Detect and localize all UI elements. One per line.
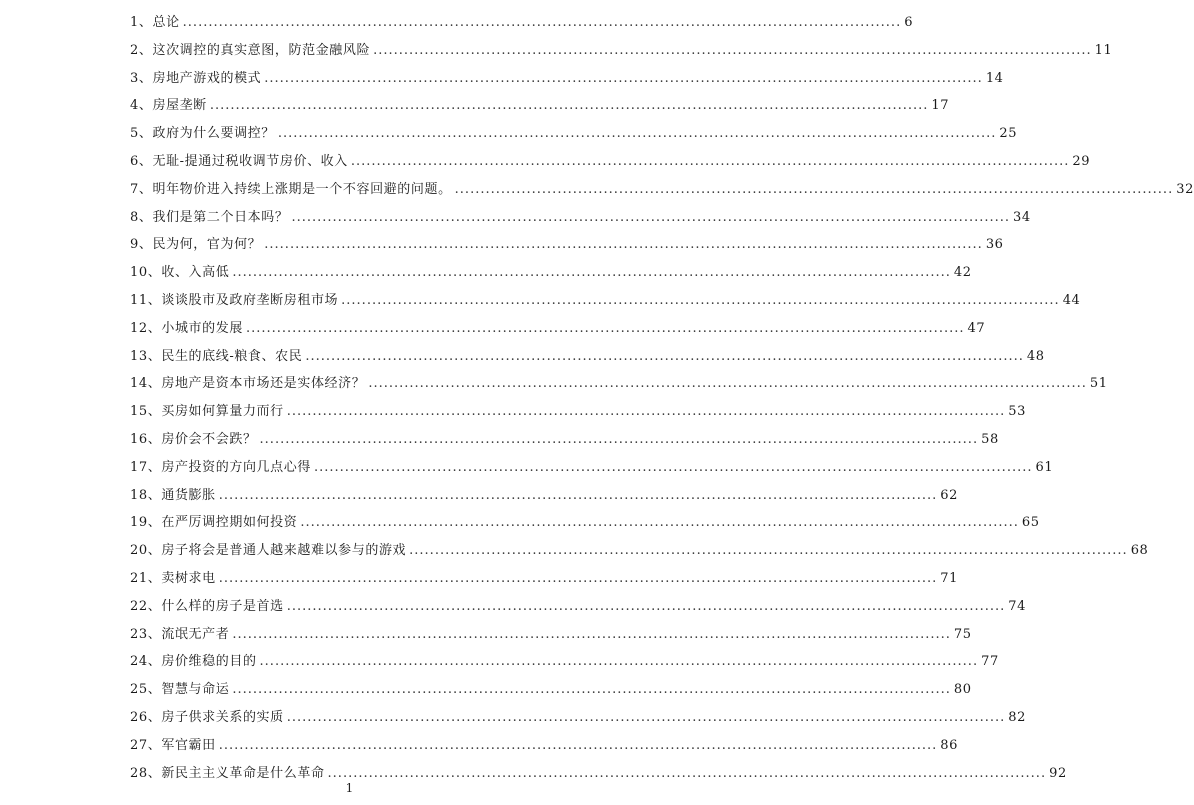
toc-entry-page: 44 xyxy=(1062,292,1081,308)
toc-entry-page: 47 xyxy=(967,320,986,336)
toc-entry-page: 51 xyxy=(1089,376,1108,392)
toc-entry-title: 8、我们是第二个日本吗？ xyxy=(130,209,289,225)
dot-leader: ............................................................................................................................................ xyxy=(286,404,1006,420)
toc-entry-page: 77 xyxy=(981,654,999,670)
toc-entry[interactable] xyxy=(130,343,1045,371)
toc-entry[interactable] xyxy=(130,509,1040,537)
toc-entry-page: 62 xyxy=(940,487,959,503)
toc-entry-page: 80 xyxy=(953,682,972,698)
page-number: 1 xyxy=(345,781,354,795)
toc-entry-page: 11 xyxy=(1094,42,1113,58)
toc-entry-title: 25、智慧与命运 xyxy=(130,682,230,698)
dot-leader: ............................................................................................................................................ xyxy=(313,459,1033,475)
dot-leader: ............................................................................................................................................ xyxy=(277,126,997,142)
toc-entry[interactable] xyxy=(130,65,1004,93)
toc-entry-title: 4、房屋垄断 xyxy=(130,98,207,114)
toc-entry-title: 21、卖树求电 xyxy=(130,570,216,586)
toc-entry-title: 10、收、入高低 xyxy=(130,265,230,281)
toc-entry-title: 14、房地产是资本市场还是实体经济？ xyxy=(130,376,366,392)
toc-entry-title: 3、房地产游戏的模式 xyxy=(130,70,262,86)
toc-entry-page: 6 xyxy=(904,15,914,30)
toc-entry[interactable] xyxy=(130,398,1027,426)
dot-leader: ............................................................................................................................................ xyxy=(218,487,938,503)
toc-entry-title: 13、民生的底线-粮食、农民 xyxy=(130,348,303,364)
toc-entry[interactable] xyxy=(130,454,1054,482)
toc-entry[interactable] xyxy=(130,231,1004,259)
dot-leader: ............................................................................................................................................ xyxy=(182,15,902,30)
toc-entry[interactable] xyxy=(130,148,1091,176)
toc-entry[interactable] xyxy=(130,537,1149,565)
toc-entry-page: 68 xyxy=(1130,543,1149,559)
toc-entry[interactable] xyxy=(130,593,1027,621)
toc-entry-title: 18、通货膨胀 xyxy=(130,487,216,503)
toc-entry-page: 86 xyxy=(940,737,959,753)
toc-entry-title: 11、谈谈股市及政府垄断房租市场 xyxy=(130,292,339,308)
toc-entry-page: 74 xyxy=(1008,598,1027,614)
dot-leader: ............................................................................................................................................ xyxy=(218,570,938,586)
toc-entry-title: 22、什么样的房子是首选 xyxy=(130,598,284,614)
toc-entry[interactable] xyxy=(130,648,999,676)
dot-leader: ............................................................................................................................................ xyxy=(327,765,1047,781)
dot-leader: ............................................................................................................................................ xyxy=(259,431,979,447)
toc-entry-page: 65 xyxy=(1021,515,1040,531)
toc-entry-page: 82 xyxy=(1008,709,1027,725)
toc-entry[interactable] xyxy=(130,565,959,593)
toc-entry-page: 71 xyxy=(940,570,959,586)
dot-leader: ............................................................................................................................................ xyxy=(264,70,983,86)
toc-entry-title: 2、这次调控的真实意图，防范金融风险 xyxy=(130,42,371,58)
toc-entry[interactable] xyxy=(130,732,959,760)
toc-entry-page: 29 xyxy=(1072,153,1091,169)
toc-entry-title: 26、房子供求关系的实质 xyxy=(130,709,284,725)
toc-entry-page: 17 xyxy=(931,98,950,114)
toc-entry-page: 53 xyxy=(1008,404,1027,420)
toc-entry[interactable] xyxy=(130,287,1081,315)
dot-leader: ............................................................................................................................................ xyxy=(286,598,1006,614)
dot-leader: ............................................................................................................................................ xyxy=(454,181,1174,197)
toc-entry-page: 25 xyxy=(999,126,1018,142)
toc-entry-page: 32 xyxy=(1176,181,1194,197)
toc-entry-title: 19、在严厉调控期如何投资 xyxy=(130,515,298,531)
dot-leader: ............................................................................................................................................ xyxy=(286,709,1006,725)
toc-entry-title: 5、政府为什么要调控？ xyxy=(130,126,275,142)
toc-entry-title: 7、明年物价进入持续上涨期是一个不容回避的问题。 xyxy=(130,181,452,197)
dot-leader: ............................................................................................................................................ xyxy=(409,543,1128,559)
toc-entry[interactable] xyxy=(130,704,1027,732)
toc-entry-title: 6、无耻-提通过税收调节房价、收入 xyxy=(130,153,348,169)
toc-entry[interactable] xyxy=(130,9,914,37)
toc-entry-page: 34 xyxy=(1013,209,1031,225)
dot-leader: ............................................................................................................................................ xyxy=(232,682,951,698)
toc-entry-title: 23、流氓无产者 xyxy=(130,626,230,642)
dot-leader: ............................................................................................................................................ xyxy=(232,626,951,642)
table-of-contents xyxy=(130,9,1194,787)
toc-entry-page: 42 xyxy=(953,265,972,281)
toc-entry-title: 15、买房如何算量力而行 xyxy=(130,404,284,420)
dot-leader: ............................................................................................................................................ xyxy=(368,376,1087,392)
toc-entry-page: 61 xyxy=(1035,459,1054,475)
dot-leader: ............................................................................................................................................ xyxy=(341,292,1060,308)
toc-entry[interactable] xyxy=(130,426,999,454)
toc-entry[interactable] xyxy=(130,259,972,287)
toc-entry-title: 1、总论 xyxy=(130,15,180,30)
toc-entry-title: 17、房产投资的方向几点心得 xyxy=(130,459,311,475)
dot-leader: ............................................................................................................................................ xyxy=(218,737,938,753)
toc-entry-title: 28、新民主主义革命是什么革命 xyxy=(130,765,325,781)
toc-entry-page: 58 xyxy=(981,431,999,447)
toc-entry[interactable] xyxy=(130,621,972,649)
dot-leader: ............................................................................................................................................ xyxy=(232,265,951,281)
dot-leader: ............................................................................................................................................ xyxy=(305,348,1024,364)
toc-entry-page: 48 xyxy=(1026,348,1045,364)
toc-entry-page: 36 xyxy=(985,237,1004,253)
dot-leader: ............................................................................................................................................ xyxy=(264,237,983,253)
toc-entry-title: 24、房价维稳的目的 xyxy=(130,654,257,670)
dot-leader: ............................................................................................................................................ xyxy=(373,42,1092,58)
toc-entry-title: 16、房价会不会跌？ xyxy=(130,431,257,447)
toc-entry[interactable] xyxy=(130,315,986,343)
toc-entry[interactable] xyxy=(130,370,1108,398)
dot-leader: ............................................................................................................................................ xyxy=(300,515,1019,531)
toc-entry-page: 14 xyxy=(985,70,1004,86)
toc-entry[interactable] xyxy=(130,37,1113,65)
dot-leader: ............................................................................................................................................ xyxy=(259,654,979,670)
dot-leader: ............................................................................................................................................ xyxy=(245,320,965,336)
toc-entry-title: 20、房子将会是普通人越来越难以参与的游戏 xyxy=(130,543,407,559)
dot-leader: ............................................................................................................................................ xyxy=(350,153,1070,169)
toc-entry-title: 12、小城市的发展 xyxy=(130,320,243,336)
toc-entry[interactable] xyxy=(130,676,972,704)
toc-entry-page: 75 xyxy=(953,626,972,642)
toc-entry-page: 92 xyxy=(1049,765,1067,781)
toc-entry-title: 27、军官霸田 xyxy=(130,737,216,753)
toc-entry[interactable] xyxy=(130,204,1031,232)
dot-leader: ............................................................................................................................................ xyxy=(209,98,929,114)
toc-entry[interactable] xyxy=(130,176,1194,204)
toc-entry-title: 9、民为何，官为何？ xyxy=(130,237,262,253)
toc-entry[interactable] xyxy=(130,482,959,510)
dot-leader: ............................................................................................................................................ xyxy=(291,209,1011,225)
toc-entry[interactable] xyxy=(130,92,950,120)
toc-entry[interactable] xyxy=(130,120,1018,148)
